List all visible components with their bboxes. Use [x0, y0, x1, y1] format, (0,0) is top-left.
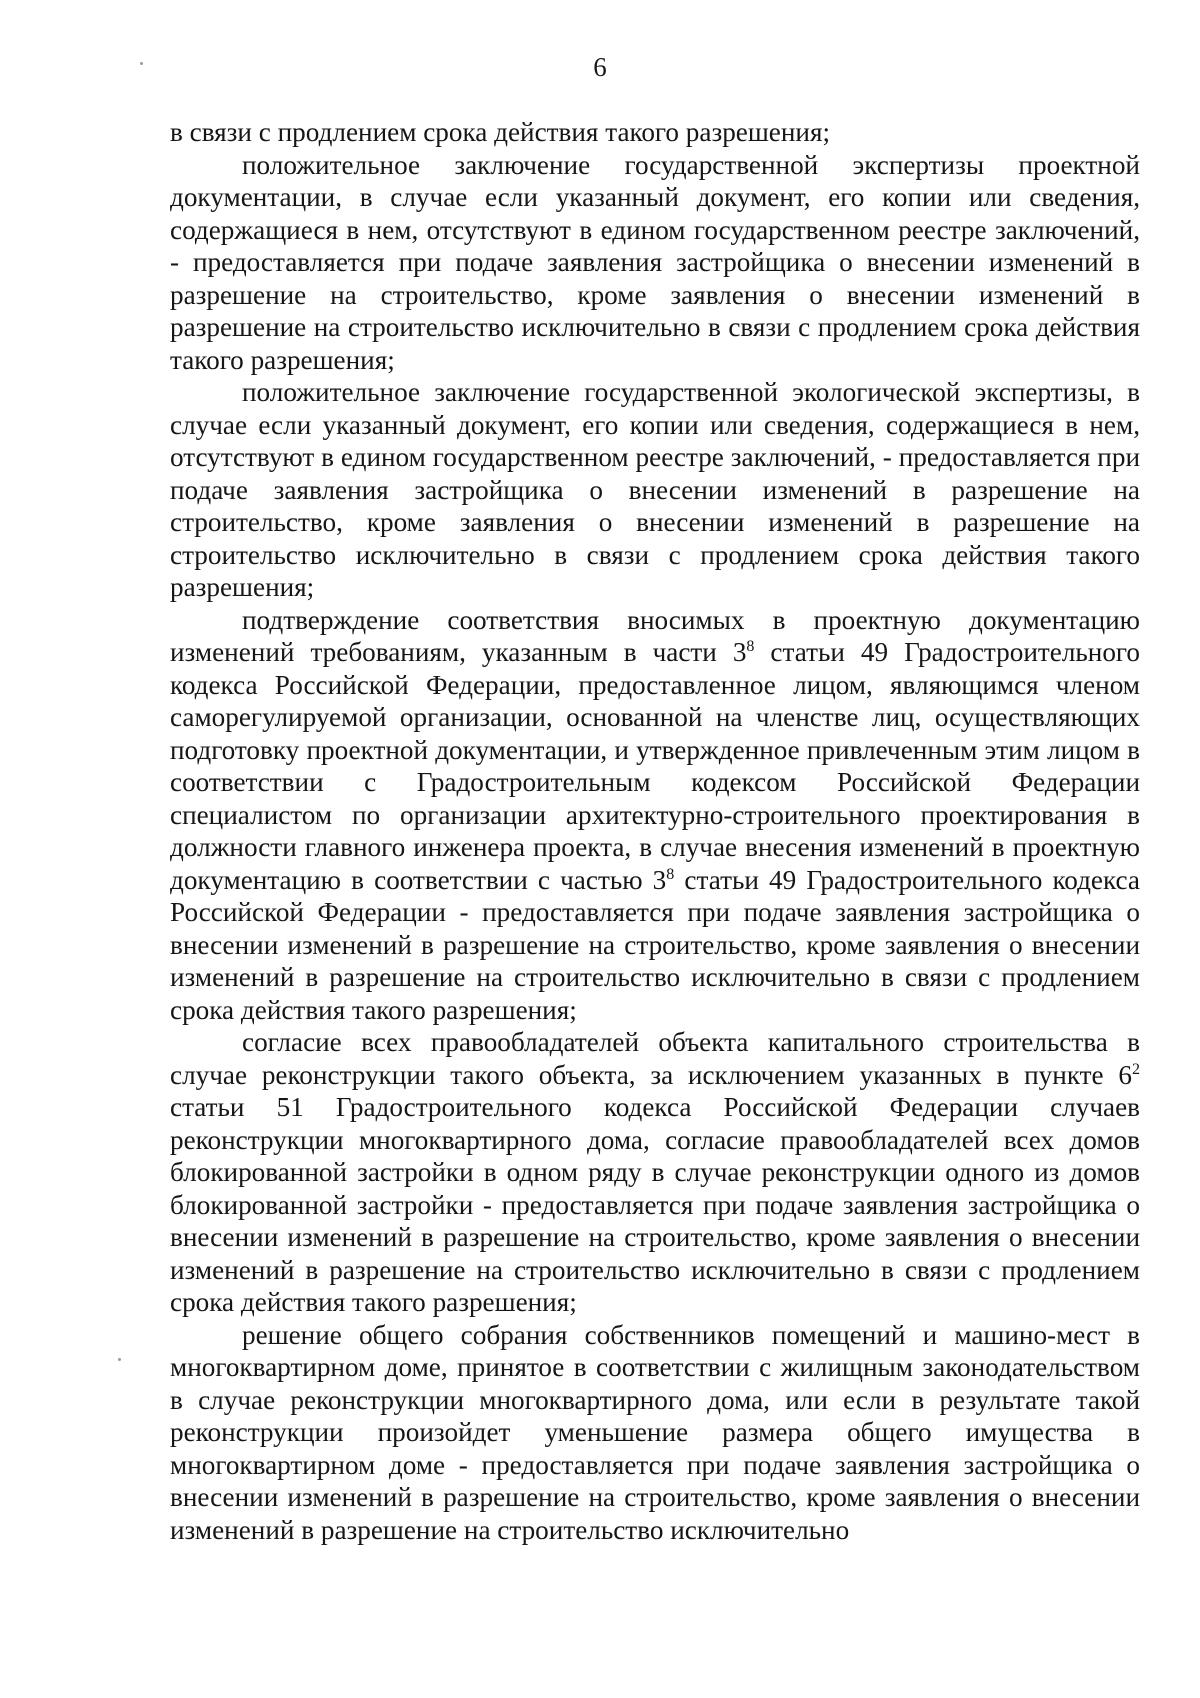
paragraph: [170, 1319, 1140, 1547]
scan-speck: [118, 1358, 121, 1361]
paragraph: [170, 149, 1140, 377]
paragraph-text: согласие всех правообладателей объекта капитального строительства в случае реконструкции такого объекта, за исключением указанных в пункте 6: [170, 1027, 1140, 1090]
superscript-index: 8: [746, 637, 755, 655]
document-body: [170, 116, 1140, 1546]
paragraph-text: статьи 49 Градостроительного кодекса Российской Федерации, предоставленное лицом, являющимся членом саморегулируемой организации, основанной на членстве лиц, осуществляющих подготовку проектной документации, и утвержденное привлеченным этим лицом в соответствии с Градостроительным кодексом Российской Федерации специалистом по организации архитектурно-строительного проектирования в должности главного инженера проекта, в случае внесения изменений в проектную документацию в соответствии с частью 3: [170, 637, 1141, 895]
superscript-index: 8: [666, 865, 675, 883]
paragraph-text: статьи 51 Градостроительного кодекса Российской Федерации случаев реконструкции многоквартирного дома, согласие правообладателей всех домов блокированной застройки в одном ряду в случае реконструкции одного из домов блокированной застройки - предоставляется при подаче заявления застройщика о внесении изменений в разрешение на строительство, кроме заявления о внесении изменений в разрешение на строительство исключительно в связи с продлением срока действия такого разрешения;: [170, 1092, 1140, 1317]
paragraph-text: статьи 49 Градостроительного кодекса Российской Федерации - предоставляется при подаче заявления застройщика о внесении изменений в разрешение на строительство, кроме заявления о внесении изменений в разрешение на строительство исключительно в связи с продлением срока действия такого разрешения;: [170, 864, 1141, 1025]
superscript-index: 2: [1132, 1060, 1140, 1078]
scan-speck: [140, 62, 143, 65]
paragraph-text: положительное заключение государственной экологической экспертизы, в случае если указанный документ, его копии или сведения, содержащиеся в нем, отсутствуют в едином государственном реестре заключений, - предоставляется при подаче заявления застройщика о внесении изменений в разрешение на строительство, кроме заявления о внесении изменений в разрешение на строительство исключительно в связи с продлением срока действия такого разрешения;: [170, 377, 1140, 602]
paragraph: [170, 1026, 1140, 1319]
paragraph: [170, 376, 1140, 604]
paragraph: [170, 604, 1140, 1027]
paragraph: [170, 116, 1140, 149]
paragraph-text: решение общего собрания собственников помещений и машино-мест в многоквартирном доме, принятое в соответствии с жилищным законодательством в случае реконструкции многоквартирного дома, или если в результате такой реконструкции произойдет уменьшение размера общего имущества в многоквартирном доме - предоставляется при подаче заявления застройщика о внесении изменений в разрешение на строительство, кроме заявления о внесении изменений в разрешение на строительство исключительно: [170, 1319, 1140, 1545]
page-number: 6: [593, 52, 607, 82]
paragraph-text: в связи с продлением срока действия такого разрешения;: [170, 117, 831, 147]
paragraph-text: положительное заключение государственной экспертизы проектной документации, в случае если указанный документ, его копии или сведения, содержащиеся в нем, отсутствуют в едином государственном реестре заключений, - предоставляется при подаче заявления застройщика о внесении изменений в разрешение на строительство, кроме заявления о внесении изменений в разрешение на строительство исключительно в связи с продлением срока действия такого разрешения;: [170, 149, 1140, 375]
paragraph-text: подтверждение соответствия вносимых в проектную документацию изменений требованиям, указанным в части 3: [170, 604, 1140, 667]
